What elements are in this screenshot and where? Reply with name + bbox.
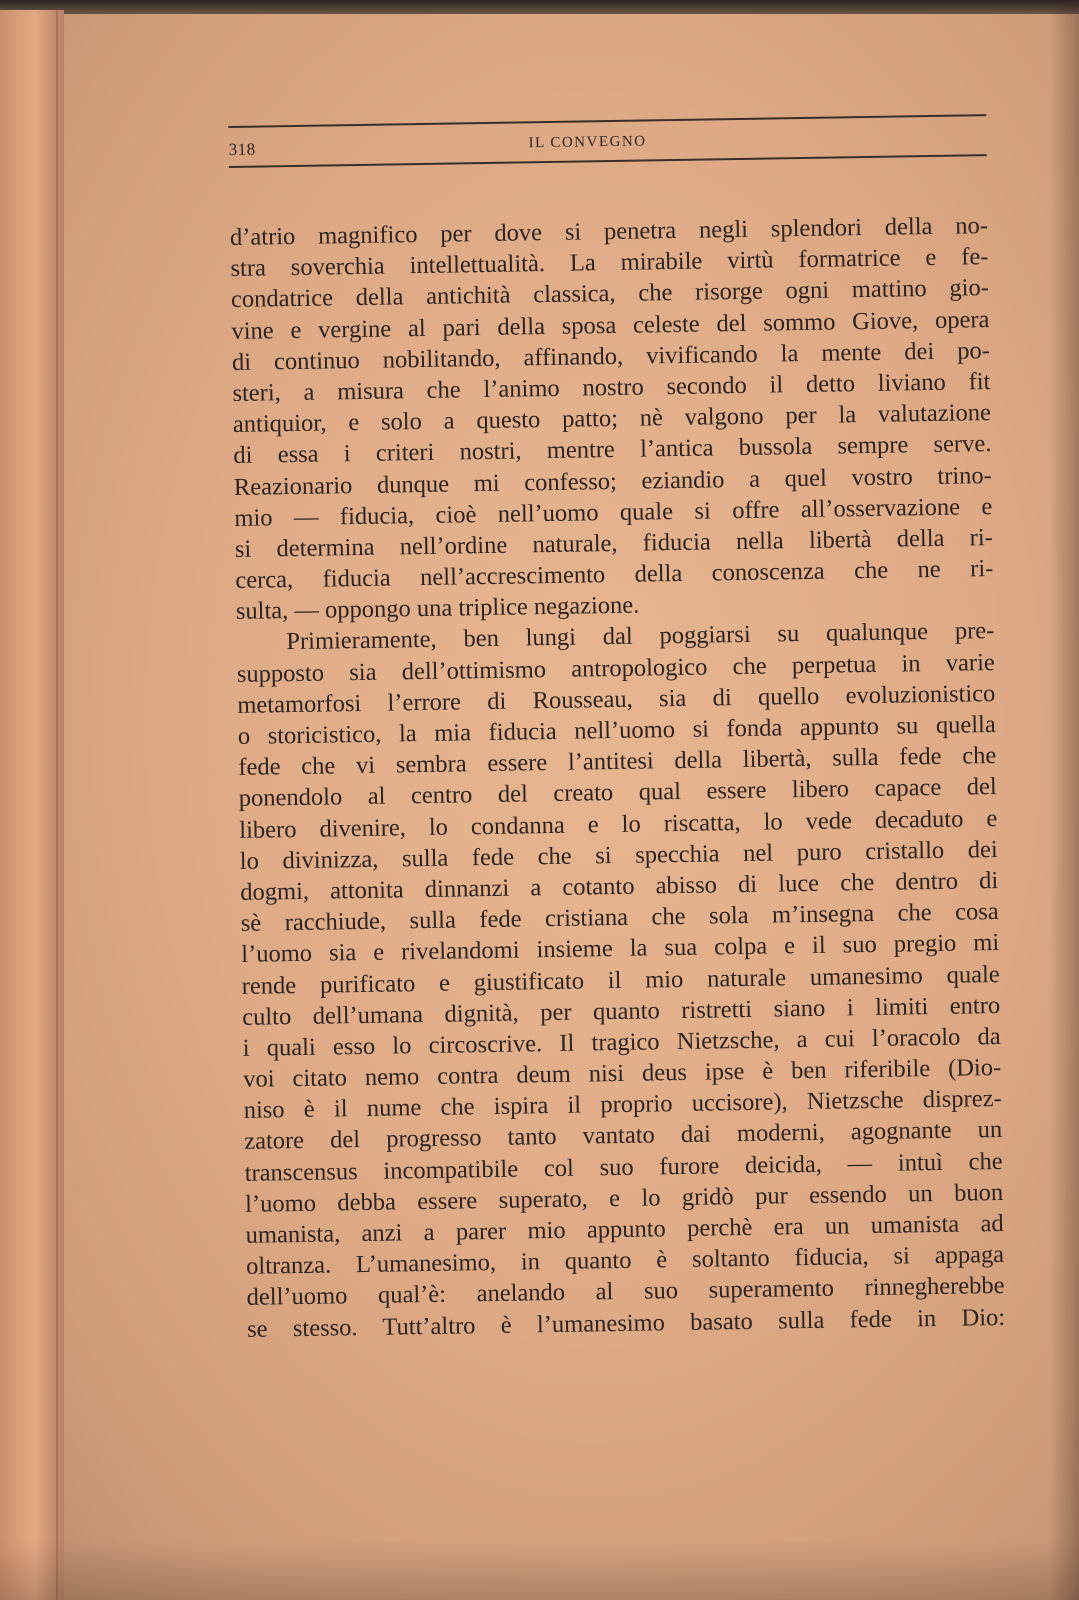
text-line: d’atrio magnifico per dove si penetra negli splendori della no- [229, 212, 989, 251]
text-line: Reazionario dunque mi confesso; eziandio a quel vostro trino- [233, 461, 993, 501]
text-line: dogmi, attonita dinnanzi a cotanto abisso di luce che dentro di [240, 866, 999, 906]
page-body [230, 210, 1006, 1345]
text-line: lo divinizza, sulla fede che si specchia nel puro cristallo dei [239, 835, 998, 875]
text-line: di continuo nobilitando, affinando, vivificando la mente dei po- [231, 336, 991, 376]
text-line: libero divenire, lo condanna e lo riscatta, lo vede decaduto e [239, 804, 998, 844]
bottom-edge-shadow [0, 1540, 1079, 1600]
text-line: se stesso. Tutt’altro è l’umanesimo basato sulla fede in Dio: [246, 1303, 1006, 1343]
paragraph-first-line: Primieramente, ben lungi dal poggiarsi su qualunque pre- [286, 617, 995, 656]
text-line: l’uomo debba essere superato, e lo gridò pur essendo un buon [244, 1178, 1004, 1218]
text-line: antiquior, e solo a questo patto; nè valgono per la valutazione [232, 399, 992, 439]
text-line: steri, a misura che l’animo nostro secondo il detto liviano fit [232, 367, 991, 407]
text-line: i quali esso lo circoscrive. Il tragico Nietzsche, a cui l’oracolo da [242, 1022, 1001, 1062]
text-line: culto dell’umana dignità, per quanto ristretti siano i limiti entro [242, 991, 1001, 1031]
text-line: o storicistico, la mia fiducia nell’uomo si fonda appunto su quella [237, 711, 996, 750]
text-line: vine e vergine al pari della sposa celeste del sommo Giove, opera [231, 305, 990, 345]
text-line: fede che vi sembra essere l’antitesi della libertà, sulla fede che [238, 742, 997, 782]
text-line: umanista, anzi a parer mio appunto perchè era un umanista ad [245, 1209, 1004, 1249]
text-line: sè racchiude, sulla fede cristiana che sola m’insegna che cosa [240, 898, 999, 938]
text-line: transcensus incompatibile col suo furore deicida, — intuì che [244, 1147, 1003, 1187]
text-line: niso è il nume che ispira il proprio uccisore), Nietzsche disprez- [243, 1085, 1002, 1125]
text-line: condatrice della antichità classica, che risorge ogni mattino gio- [230, 274, 990, 314]
text-line: l’uomo sia e rivelandomi insieme la sua colpa e il suo pregio mi [241, 929, 1000, 969]
right-edge-shadow [1049, 0, 1079, 1600]
text-line: oltranza. L’umanesimo, in quanto è soltanto fiducia, si appaga [245, 1241, 1005, 1281]
page-number: 318 [228, 139, 256, 159]
header-top-rule [228, 114, 986, 128]
text-line: dell’uomo qual’è: anelando al suo superamento rinnegherebbe [246, 1272, 1005, 1312]
running-head: IL CONVEGNO [528, 133, 647, 152]
text-line: stra soverchia intellettualità. La mirabile virtù formatrice e fe- [230, 243, 989, 283]
text-line: mio — fiducia, cioè nell’uomo quale si offre all’osservazione e [234, 492, 993, 532]
text-line: si determina nell’ordine naturale, fiducia nella libertà della ri- [234, 523, 994, 563]
book-top-edge [0, 0, 1079, 14]
text-line: rende purificato e giustificato il mio naturale umanesimo quale [241, 960, 1000, 1000]
text-line: metamorfosi l’errore di Rousseau, sia di quello evoluzionistico [237, 679, 996, 719]
text-line: voi citato nemo contra deum nisi deus ipse è ben riferibile (Dio- [243, 1054, 1002, 1093]
text-line: supposto sia dell’ottimismo antropologico che perpetua in varie [236, 648, 995, 688]
text-line: sulta, — oppongo una triplice negazione. [235, 591, 640, 626]
text-line: cerca, fiducia nell’accrescimento della conoscenza che ne ri- [235, 555, 994, 595]
facing-page-edge [0, 10, 64, 1600]
text-line: zatore del progresso tanto vantato dai moderni, agognante un [243, 1116, 1003, 1156]
text-line: di essa i criteri nostri, mentre l’antica bussola sempre serve. [233, 430, 992, 470]
text-line: ponendolo al centro del creato qual essere libero capace del [238, 773, 997, 813]
